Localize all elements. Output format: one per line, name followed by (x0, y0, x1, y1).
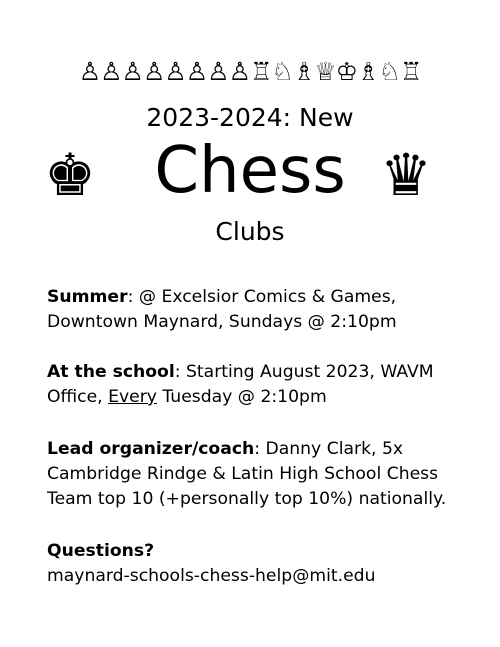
questions-email[interactable]: maynard-schools-chess-help@mit.edu (47, 566, 376, 586)
organizer-text: : Danny Clark, 5x Cambridge Rindge & Latin High School Chess Team top 10 (+personally top 10%) nationally. (47, 439, 447, 509)
summer-label: Summer (47, 287, 128, 307)
summer-text: : @ Excelsior Comics & Games, Downtown Maynard, Sundays @ 2:10pm (47, 287, 397, 332)
school-label: At the school (47, 362, 175, 382)
flyer-title: Chess (154, 134, 346, 208)
flyer-subtitle: 2023-2024: New (146, 103, 354, 132)
questions-label: Questions? (47, 541, 155, 561)
title-row (0, 133, 500, 213)
flyer-clubs-label: Clubs (215, 217, 285, 246)
school-underlined: Every (108, 387, 157, 407)
black-queen-icon: ♛ (380, 141, 432, 209)
questions-paragraph (47, 539, 487, 589)
chess-pieces-row: ♙♙♙♙♙♙♙♙♖♘♗♕♔♗♘♖ (78, 57, 422, 86)
school-paragraph (47, 360, 487, 410)
school-text-after: Tuesday @ 2:10pm (156, 387, 327, 407)
summer-paragraph (47, 285, 487, 335)
organizer-label: Lead organizer/coach (47, 439, 255, 459)
organizer-paragraph (47, 437, 487, 512)
black-king-icon: ♚ (44, 141, 96, 209)
school-text-before: : Starting August 2023, WAVM Office, (47, 362, 434, 407)
